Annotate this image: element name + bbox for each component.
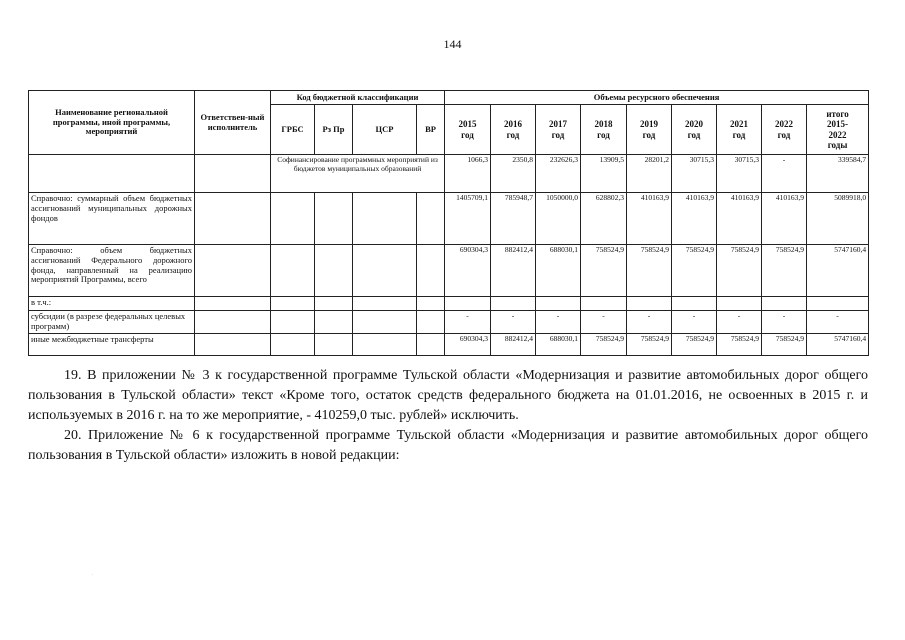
header-year-2015: 2015 год [445, 105, 491, 155]
table-row [29, 245, 869, 297]
budget-table [28, 90, 869, 356]
header-year-2019: 2019 год [627, 105, 672, 155]
table-cell [353, 245, 417, 297]
table-cell: 13909,5 [581, 155, 627, 193]
header-program-name: Наименование региональной программы, иной программы, мероприятий [29, 91, 195, 155]
table-cell [271, 311, 315, 334]
row-label: в т.ч.: [29, 297, 195, 311]
scan-mark: · [92, 573, 94, 578]
table-row [29, 333, 869, 355]
table-cell: - [581, 311, 627, 334]
table-cell: 28201,2 [627, 155, 672, 193]
table-cell [445, 297, 491, 311]
header-year-2021: 2021 год [717, 105, 762, 155]
table-cell: 758524,9 [717, 333, 762, 355]
row-label: Справочно: суммарный объем бюджетных ассигнований муниципальных дорожных фондов [29, 193, 195, 245]
header-year-2022: 2022 год [762, 105, 807, 155]
table-cell: 339584,7 [807, 155, 869, 193]
table-cell: - [536, 311, 581, 334]
table-cell: 785948,7 [491, 193, 536, 245]
table-cell [315, 297, 353, 311]
table-cell: 30715,3 [717, 155, 762, 193]
table-cell: 410163,9 [762, 193, 807, 245]
table-cell [315, 333, 353, 355]
table-cell: 1050000,0 [536, 193, 581, 245]
table-cell: 410163,9 [717, 193, 762, 245]
table-cell: - [762, 155, 807, 193]
table-cell: 882412,4 [491, 245, 536, 297]
table-cell: 688030,1 [536, 245, 581, 297]
table-cell [353, 311, 417, 334]
table-cell [195, 333, 271, 355]
table-cell: 758524,9 [672, 333, 717, 355]
table-cell: 758524,9 [627, 333, 672, 355]
table-cell [417, 245, 445, 297]
table-cell [417, 333, 445, 355]
table-row [29, 193, 869, 245]
table-row [29, 311, 869, 334]
table-cell [717, 297, 762, 311]
table-row-cofinancing [29, 155, 869, 193]
table-cell: 5747160,4 [807, 333, 869, 355]
header-csr: ЦСР [353, 105, 417, 155]
table-cell [271, 333, 315, 355]
table-cell [315, 245, 353, 297]
header-grbs: ГРБС [271, 105, 315, 155]
document-body [28, 366, 868, 466]
table-cell [195, 245, 271, 297]
table-cell: 758524,9 [581, 245, 627, 297]
table-cell [581, 297, 627, 311]
table-cell: 758524,9 [672, 245, 717, 297]
table-cell [417, 311, 445, 334]
header-budget-classification: Код бюджетной классификации [271, 91, 445, 105]
table-cell [417, 193, 445, 245]
table-cell [807, 297, 869, 311]
table-cell [195, 193, 271, 245]
table-cell [762, 297, 807, 311]
table-cell: 688030,1 [536, 333, 581, 355]
table-cell: 758524,9 [581, 333, 627, 355]
table-cell: - [627, 311, 672, 334]
paragraph-20: 20. Приложение № 6 к государственной программе Тульской области «Модернизация и развитие автомобильных дорог общего пользования в Тульской области» изложить в новой редакции: [28, 428, 868, 463]
table-cell: 5747160,4 [807, 245, 869, 297]
row-label: иные межбюджетные трансферты [29, 333, 195, 355]
table-cell [536, 297, 581, 311]
table-cell [417, 297, 445, 311]
paragraph-19: 19. В приложении № 3 к государственной программе Тульской области «Модернизация и развитие автомобильных дорог общего пользования в Тульской области» текст «Кроме того, остаток средств федерального бюджета на 01.01.2016, не освоенных в 2015 г. и используемых в 2016 г. на то же мероприятие, - 410259,0 тыс. рублей» исключить. [28, 368, 868, 423]
table-cell [315, 311, 353, 334]
table-cell: 410163,9 [672, 193, 717, 245]
header-year-2016: 2016 год [491, 105, 536, 155]
table-cell: 2350,8 [491, 155, 536, 193]
table-cell [29, 155, 195, 193]
table-cell: 232626,3 [536, 155, 581, 193]
table-cell [271, 297, 315, 311]
header-rzpr: Рз Пр [315, 105, 353, 155]
table-cell: - [672, 311, 717, 334]
table-cell [195, 297, 271, 311]
cofinancing-note: Софинансирование программных мероприятий из бюджетов муниципальных образований [271, 155, 445, 193]
table-cell: - [762, 311, 807, 334]
table-cell: 410163,9 [627, 193, 672, 245]
table-cell: - [491, 311, 536, 334]
table-cell: - [807, 311, 869, 334]
table-cell: 628802,3 [581, 193, 627, 245]
table-cell [195, 155, 271, 193]
table-cell: 1405709,1 [445, 193, 491, 245]
row-label: субсидии (в разрезе федеральных целевых программ) [29, 311, 195, 334]
table-cell [353, 333, 417, 355]
table-cell [271, 193, 315, 245]
table-cell: 1066,3 [445, 155, 491, 193]
table-cell: 690304,3 [445, 245, 491, 297]
table-cell [271, 245, 315, 297]
table-cell [315, 193, 353, 245]
table-cell: 758524,9 [717, 245, 762, 297]
table-cell [195, 311, 271, 334]
header-year-2020: 2020 год [672, 105, 717, 155]
table-cell: 758524,9 [762, 333, 807, 355]
table-cell: 30715,3 [672, 155, 717, 193]
header-resources: Объемы ресурсного обеспечения [445, 91, 869, 105]
header-executor: Ответствен-ный исполнитель [195, 91, 271, 155]
table-cell: - [717, 311, 762, 334]
table-cell [353, 193, 417, 245]
table-cell: - [445, 311, 491, 334]
table-cell [353, 297, 417, 311]
table-cell: 758524,9 [627, 245, 672, 297]
header-year-2017: 2017 год [536, 105, 581, 155]
table-cell: 882412,4 [491, 333, 536, 355]
table-cell: 758524,9 [762, 245, 807, 297]
table-cell: 690304,3 [445, 333, 491, 355]
table-cell [672, 297, 717, 311]
table-row [29, 297, 869, 311]
table-cell [627, 297, 672, 311]
header-year-2018: 2018 год [581, 105, 627, 155]
table-cell: 5089918,0 [807, 193, 869, 245]
row-label: Справочно: объем бюджетных ассигнований Федерального дорожного фонда, направленный на реализацию мероприятий Программы, всего [29, 245, 195, 297]
header-total: итого 2015- 2022 годы [807, 105, 869, 155]
table-cell [491, 297, 536, 311]
page-number: 144 [443, 37, 462, 51]
header-vr: ВР [417, 105, 445, 155]
